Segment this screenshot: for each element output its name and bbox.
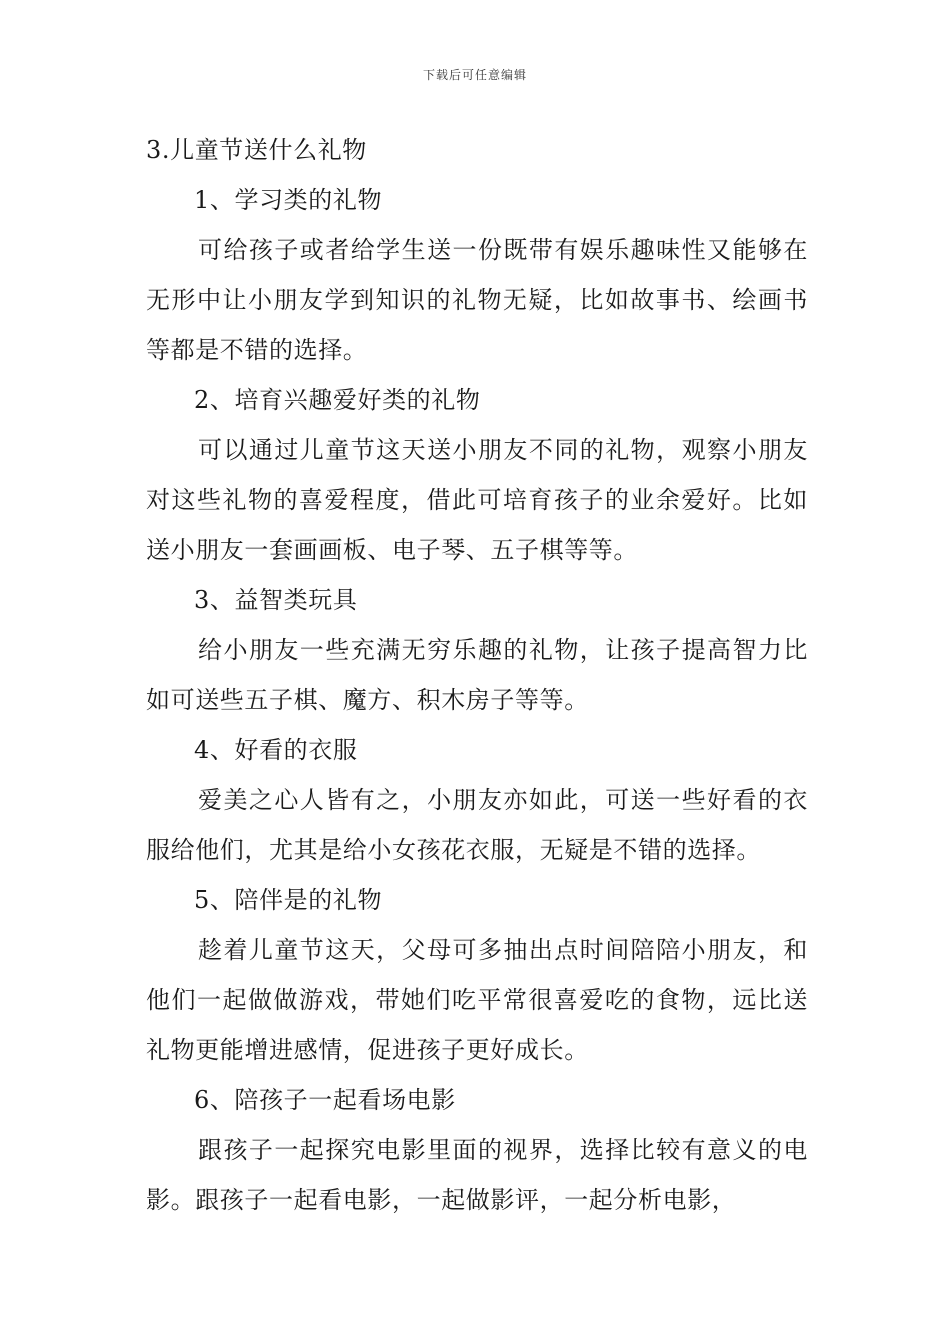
section-paragraph: 可以通过儿童节这天送小朋友不同的礼物，观察小朋友对这些礼物的喜爱程度，借此可培育孩子的业余爱好。比如送小朋友一套画画板、电子琴、五子棋等等。 [146,436,808,564]
section-heading: 1、学习类的礼物 [194,186,383,214]
section-paragraph: 跟孩子一起探究电影里面的视界，选择比较有意义的电影。跟孩子一起看电影，一起做影评，一起分析电影， [146,1136,808,1214]
section-heading: 3、益智类玩具 [194,586,358,614]
header-note: 下载后可任意编辑 [422,68,527,82]
section-heading: 5、陪伴是的礼物 [194,886,383,914]
section-heading: 4、好看的衣服 [194,736,358,764]
section-paragraph: 趁着儿童节这天，父母可多抽出点时间陪陪小朋友，和他们一起做做游戏，带她们吃平常很喜爱吃的食物，远比送礼物更能增进感情，促进孩子更好成长。 [146,936,808,1064]
section-heading: 6、陪孩子一起看场电影 [194,1086,456,1114]
section-paragraph: 爱美之心人皆有之，小朋友亦如此，可送一些好看的衣服给他们，尤其是给小女孩花衣服，无疑是不错的选择。 [146,786,808,864]
section-paragraph: 可给孩子或者给学生送一份既带有娱乐趣味性又能够在无形中让小朋友学到知识的礼物无疑，比如故事书、绘画书等都是不错的选择。 [146,236,808,364]
document-body [146,125,808,1225]
section-paragraph: 给小朋友一些充满无穷乐趣的礼物，让孩子提高智力比如可送些五子棋、魔方、积木房子等等。 [146,636,808,714]
section-heading: 2、培育兴趣爱好类的礼物 [194,386,481,414]
document-title: 3.儿童节送什么礼物 [146,136,367,164]
